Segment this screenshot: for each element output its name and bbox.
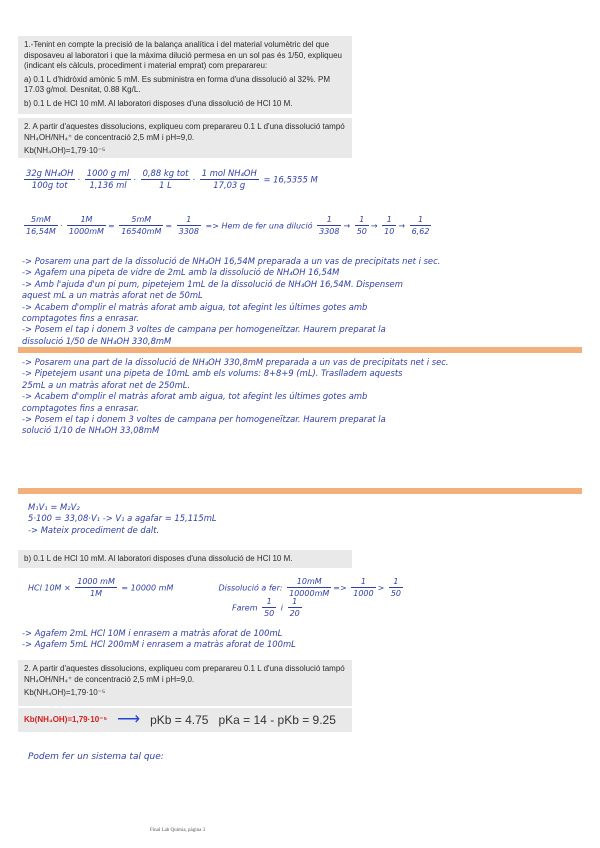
fraction: $\frac{1}{50}$ <box>264 597 275 619</box>
step-line: -> Pipetejem usant una pipeta de 10mL amb els volums: 8+8+9 (mL). Traslladem aquests <box>22 368 403 379</box>
procedure-steps-2 <box>22 357 592 437</box>
question-2: 2. A partir d'aquestes dissolucions, expliqueu com preparareu 0.1 L d'una dissolució tampó NH₄OH/NH₄⁺ de concentració 2,5 mM i pH=9,0. <box>24 122 345 142</box>
step-line: -> Agafem 5mL HCl 200mM i enrasem a matràs aforat de 100mL <box>22 639 296 650</box>
dilution-note: => Hem de fer una dilució <box>205 221 313 231</box>
kb-value: Kb(NH₄OH)=1,79·10⁻⁵ <box>24 146 106 155</box>
fraction: $\frac{1}{10}$ <box>384 215 395 237</box>
fraction: $\frac{1}{6,62}$ <box>411 215 430 237</box>
question-1: 1.-Tenint en compte la precisió de la balança analítica i del material volumètric del que disposaveu al laboratori i que la màxima dilució permesa en un sol pas és 1/50, expliqueu (indicant els càlculs, procediment i material emprat) com preparareu: <box>24 40 342 70</box>
and-label: i <box>280 603 284 613</box>
arrow-right-icon: ⟶ <box>117 710 141 728</box>
calc-concentration: $\frac{\text{32g NH₄OH}}{\text{100g tot}}$ · $\frac{\text{1000 g ml}}{1,136 ml}$ · $\frac{\text{0,88 kg tot}}{1 L}$ · $\frac{\text{1 mol NH₄OH}}{17,03 g}$ = 16,5355 M <box>26 168 318 191</box>
fraction: $\frac{\text{32g NH₄OH}}{\text{100g tot}}$ <box>26 168 74 191</box>
step-line: -> Agafem 2mL HCl 10M i enrasem a matràs aforat de 100mL <box>22 628 283 638</box>
calc-hcl-steps <box>232 596 432 620</box>
procedure-steps-3 <box>22 628 582 651</box>
pk-block <box>18 708 352 732</box>
fraction: $\frac{1000 mM}{1M}$ <box>77 577 115 599</box>
step-line: comptagotes fins a enrasar. <box>22 313 139 324</box>
equation-line: 5·100 = 33,08·V₁ -> V₁ a agafar = 15,115mL <box>28 513 217 524</box>
pka-value: pKa = 14 - pKb = 9.25 <box>218 712 336 727</box>
procedure-steps-1 <box>22 256 592 347</box>
fraction: $\frac{1}{50}$ <box>356 215 367 237</box>
calc-dilution: $\frac{5mM}{16,54M}$ · $\frac{1M}{1000mM}$ = $\frac{5mM}{16540mM}$ = $\frac{1}{3308}$ => Hem de fer una dilució $\frac{1}{3308}$ → $\frac{1}{50}$ → $\frac{1}{10}$ → $\frac{1}{6,62}$ <box>26 215 430 237</box>
fraction: $\frac{1}{3308}$ <box>178 215 199 237</box>
printed-question-block-3 <box>18 550 352 568</box>
equation-line: -> Mateix procediment de dalt. <box>28 524 160 535</box>
question-1b: b) 0.1 L de HCl 10 mM. Al laboratori disposes d'una dissolució de HCl 10 M. <box>24 554 293 563</box>
calc-hcl: HCl 10M × $\frac{1000 mM}{1M}$ = 10000 mM Dissolució a fer: $\frac{10mM}{10000mM}$ => $\frac{1}{1000}$ > $\frac{1}{50}$ <box>28 577 402 599</box>
orange-divider <box>18 488 582 494</box>
step-line: -> Agafem una pipeta de vidre de 2mL amb la dissolució de NH₄OH 16,54M <box>22 267 340 278</box>
step-line: -> Posarem una part de la dissolució de NH₄OH 16,54M preparada a un vas de precipitats net i sec. <box>22 256 441 266</box>
fraction: $\frac{1}{3308}$ <box>319 215 340 237</box>
dilution-label: Dissolució a fer: <box>218 583 283 593</box>
fraction: $\frac{10mM}{10000mM}$ <box>289 577 330 599</box>
fraction: $\frac{1}{1000}$ <box>353 577 374 599</box>
farem-label: Farem <box>232 603 258 613</box>
pkb-value: pKb = 4.75 <box>150 712 209 727</box>
orange-divider <box>18 347 582 353</box>
fraction: $\frac{5mM}{16,54M}$ <box>26 215 56 237</box>
hcl-result: = 10000 mM <box>121 583 174 593</box>
dilution-equation <box>28 502 428 536</box>
step-line: solució 1/10 de NH₄OH 33,08mM <box>22 425 160 436</box>
kb-value: Kb(NH₄OH)=1,79·10⁻⁵ <box>24 688 106 697</box>
fraction: $\frac{\text{0,88 kg tot}}{1 L}$ <box>142 168 189 191</box>
fraction: $\frac{1}{50}$ <box>390 577 402 599</box>
step-line: -> Acabem d'omplir el matràs aforat amb aigua, tot afegint les últimes gotes amb <box>22 391 368 402</box>
final-note <box>28 752 428 763</box>
question-1b: b) 0.1 L de HCl 10 mM. Al laboratori disposes d'una dissolució de HCl 10 M. <box>24 98 293 108</box>
page-footer: Final Lab Quimia, pàgina 3 <box>150 828 206 833</box>
step-line: aquest mL a un matràs aforat net de 50mL <box>22 290 203 301</box>
fraction: $\frac{\text{1000 g ml}}{1,136 ml}$ <box>86 168 130 191</box>
kb-red: Kb(NH₄OH)=1,79·10⁻⁵ <box>24 714 108 724</box>
step-line: -> Posarem una part de la dissolució de NH₄OH 330,8mM preparada a un vas de precipitats net i sec. <box>22 357 449 367</box>
step-line: dissolució 1/50 de NH₄OH 330,8mM <box>22 335 172 346</box>
printed-question-block-4 <box>18 660 352 706</box>
step-line: 25mL a un matràs aforat net de 250mL. <box>22 379 191 390</box>
fraction: $\frac{\text{1 mol NH₄OH}}{17,03 g}$ <box>201 168 257 191</box>
printed-question-block-1 <box>18 36 352 114</box>
final-line: Podem fer un sistema tal que: <box>28 752 164 762</box>
step-line: -> Posem el tap i donem 3 voltes de campana per homogeneïtzar. Haurem preparat la <box>22 324 386 335</box>
step-line: -> Amb l'ajuda d'un pi pum, pipetejem 1mL de la dissolució de NH₄OH 16,54M. Dispensem <box>22 278 403 289</box>
fraction: $\frac{1}{20}$ <box>289 597 300 619</box>
fraction: $\frac{5mM}{16540mM}$ <box>121 215 162 237</box>
step-line: -> Posem el tap i donem 3 voltes de campana per homogeneïtzar. Haurem preparat la <box>22 414 386 425</box>
question-1a: a) 0.1 L d'hidròxid amònic 5 mM. Es subministra en forma d'una dissolució al 32%. PM 17.03 g/mol. Desnitat, 0.88 Kg/L. <box>24 74 331 94</box>
calc-result: = 16,5355 M <box>263 174 318 185</box>
step-line: comptagotes fins a enrasar. <box>22 402 139 413</box>
equation-line: M₁V₁ = M₂V₂ <box>28 502 80 512</box>
step-line: -> Acabem d'omplir el matràs aforat amb aigua, tot afegint les últimes gotes amb <box>22 301 368 312</box>
hcl-label: HCl 10M × <box>28 583 71 593</box>
fraction: $\frac{1M}{1000mM}$ <box>68 215 104 237</box>
question-2: 2. A partir d'aquestes dissolucions, expliqueu com preparareu 0.1 L d'una dissolució tampó NH₄OH/NH₄⁺ de concentració 2,5 mM i pH=9,0. <box>24 664 345 684</box>
printed-question-block-2 <box>18 118 352 158</box>
